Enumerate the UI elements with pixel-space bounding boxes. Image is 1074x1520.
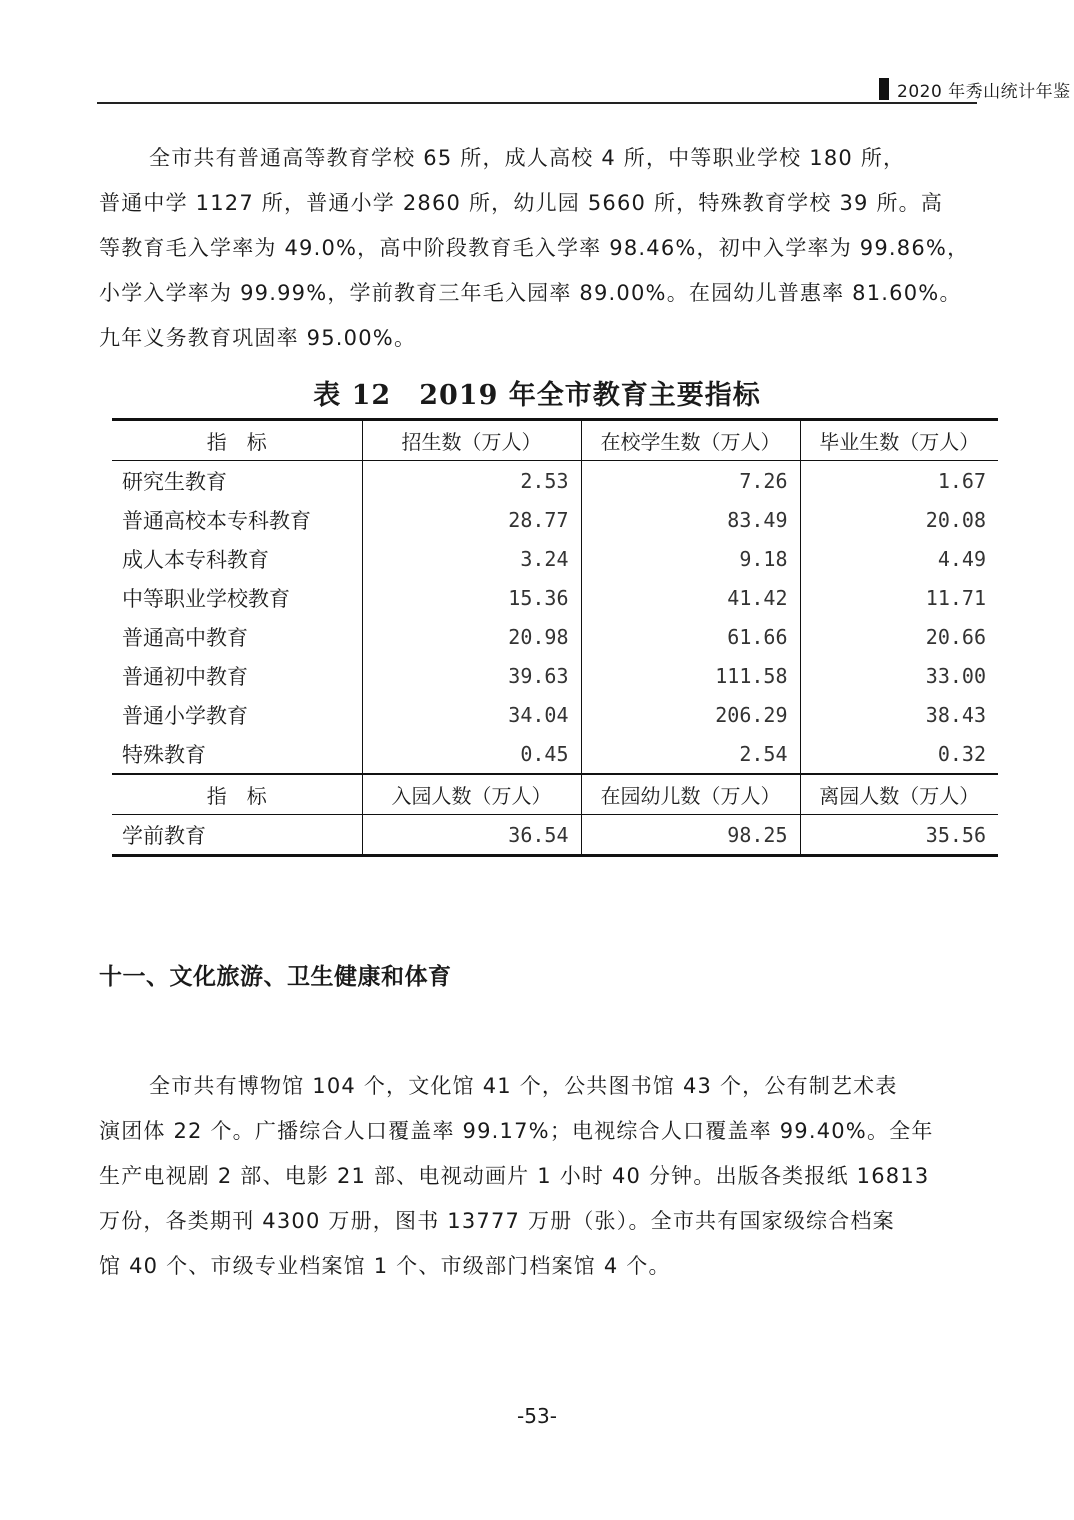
row-label: 普通小学教育	[122, 703, 248, 728]
row-label: 普通高校本专科教育	[122, 508, 311, 533]
paragraph-line: 生产电视剧 2 部、电影 21 部、电视动画片 1 小时 40 分钟。出版各类报纸 16813	[99, 1164, 930, 1188]
paragraph-line: 全市共有博物馆 104 个，文化馆 41 个，公共图书馆 43 个，公有制艺术表	[149, 1074, 898, 1098]
paragraph-line: 等教育毛入学率为 49.0%，高中阶段教育毛入学率 98.46%，初中入学率为 99.86%，	[99, 236, 970, 260]
enrollment-value: 0.45	[362, 734, 581, 774]
paragraph-line: 万份，各类期刊 4300 万册，图书 13777 万册（张）。全市共有国家级综合档案	[99, 1209, 895, 1233]
table-row	[112, 617, 998, 656]
paragraph-line: 演团体 22 个。广播综合人口覆盖率 99.17%；电视综合人口覆盖率 99.40%。全年	[99, 1119, 934, 1143]
table-title: 表 12 2019 年全市教育主要指标	[313, 380, 761, 411]
paragraph-line: 九年义务教育巩固率 95.00%。	[99, 326, 417, 350]
graduates-value: 33.00	[800, 656, 998, 695]
header-marker	[879, 78, 889, 100]
row-label: 普通高中教育	[122, 625, 248, 650]
students-value: 61.66	[581, 617, 800, 656]
graduates-value: 38.43	[800, 695, 998, 734]
header-title: 2020 年秀山统计年鉴	[897, 82, 1071, 102]
students-value: 41.42	[581, 578, 800, 617]
graduates-value: 4.49	[800, 539, 998, 578]
enrollment-value: 3.24	[362, 539, 581, 578]
students-value: 111.58	[581, 656, 800, 695]
admissions-value: 36.54	[362, 815, 581, 856]
education-table	[112, 418, 998, 857]
students-value: 7.26	[581, 461, 800, 501]
enrollment-value: 39.63	[362, 656, 581, 695]
graduates-value: 0.32	[800, 734, 998, 774]
students-value: 206.29	[581, 695, 800, 734]
paragraph-line: 馆 40 个、市级专业档案馆 1 个、市级部门档案馆 4 个。	[99, 1254, 671, 1278]
row-label: 中等职业学校教育	[122, 586, 290, 611]
students-value: 9.18	[581, 539, 800, 578]
paragraph-line: 小学入学率为 99.99%，学前教育三年毛入园率 89.00%。在园幼儿普惠率 81.60%。	[99, 281, 962, 305]
header-cell: 指 标	[112, 420, 362, 461]
paragraph-line: 全市共有普通高等教育学校 65 所，成人高校 4 所，中等职业学校 180 所，	[149, 146, 906, 170]
students-value: 83.49	[581, 500, 800, 539]
education-paragraph	[99, 136, 977, 361]
header-cell: 毕业生数（万人）	[800, 420, 998, 461]
table-row	[112, 695, 998, 734]
header-cell: 招生数（万人）	[362, 420, 581, 461]
row-label: 普通初中教育	[122, 664, 248, 689]
enrollment-value: 28.77	[362, 500, 581, 539]
graduates-value: 20.08	[800, 500, 998, 539]
page-header	[97, 72, 1071, 104]
culture-paragraph	[99, 1064, 977, 1289]
table-header-row	[112, 420, 998, 461]
row-label: 特殊教育	[122, 742, 206, 767]
children-value: 98.25	[581, 815, 800, 856]
table-header-row-preschool	[112, 774, 998, 815]
table-row	[112, 734, 998, 774]
table-row	[112, 500, 998, 539]
paragraph-line: 普通中学 1127 所，普通小学 2860 所，幼儿园 5660 所，特殊教育学校 39 所。高	[99, 191, 944, 215]
page-number: -53-	[517, 1404, 557, 1428]
students-value: 2.54	[581, 734, 800, 774]
graduates-value: 1.67	[800, 461, 998, 501]
table-row	[112, 815, 998, 856]
graduates-value: 11.71	[800, 578, 998, 617]
header-cell: 在校学生数（万人）	[581, 420, 800, 461]
header-cell: 入园人数（万人）	[362, 774, 581, 815]
row-label: 学前教育	[112, 815, 362, 856]
header-cell: 指 标	[112, 774, 362, 815]
leavers-value: 35.56	[800, 815, 998, 856]
graduates-value: 20.66	[800, 617, 998, 656]
table-row	[112, 656, 998, 695]
table-row	[112, 461, 998, 501]
enrollment-value: 2.53	[362, 461, 581, 501]
row-label: 研究生教育	[122, 469, 227, 494]
section-heading: 十一、文化旅游、卫生健康和体育	[99, 964, 452, 990]
row-label: 成人本专科教育	[122, 547, 269, 572]
table-row	[112, 539, 998, 578]
enrollment-value: 15.36	[362, 578, 581, 617]
enrollment-value: 34.04	[362, 695, 581, 734]
header-cell: 离园人数（万人）	[800, 774, 998, 815]
table-row	[112, 578, 998, 617]
header-cell: 在园幼儿数（万人）	[581, 774, 800, 815]
enrollment-value: 20.98	[362, 617, 581, 656]
